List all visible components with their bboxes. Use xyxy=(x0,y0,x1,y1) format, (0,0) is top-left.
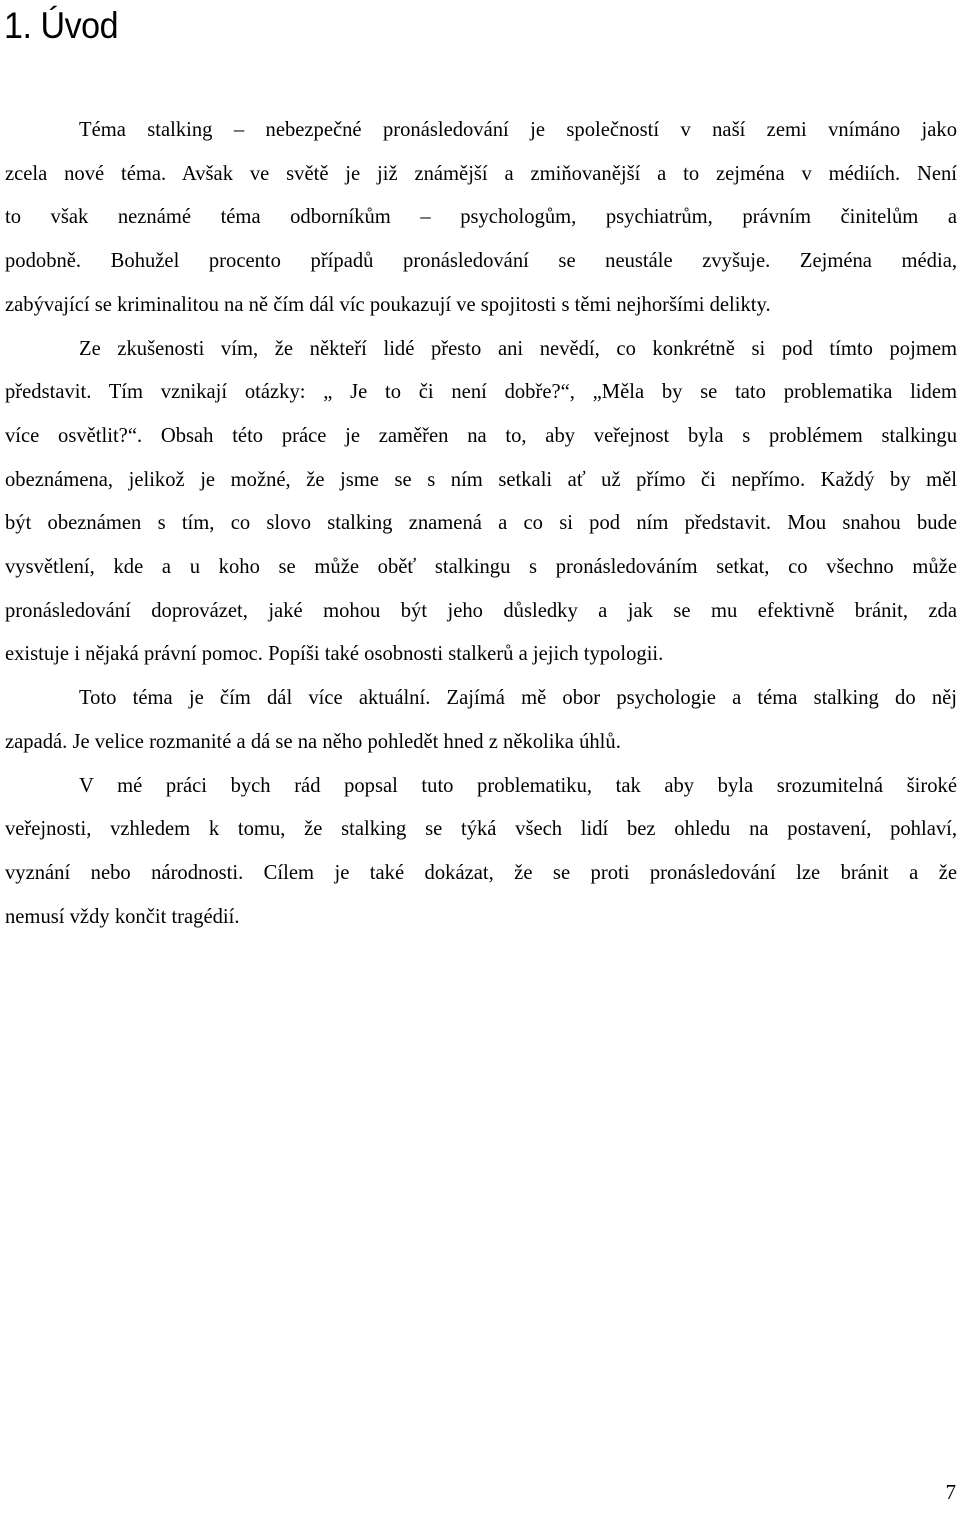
text-line: nemusí vždy končit tragédií. xyxy=(5,905,240,928)
text-line: V mé práci bych rád popsal tuto problematiku, tak aby byla srozumitelná široké xyxy=(79,774,957,797)
text-line: existuje i nějaká právní pomoc. Popíši také osobnosti stalkerů a jejich typologii. xyxy=(5,643,664,666)
text-line: Téma stalking – nebezpečné pronásledování je společností v naší zemi vnímáno jako xyxy=(79,119,957,141)
text-line: představit. Tím vznikají otázky: „ Je to či není dobře?“, „Měla by se tato problematika lidem xyxy=(5,381,957,404)
text-line: zapadá. Je velice rozmanité a dá se na něho pohledět hned z několika úhlů. xyxy=(5,730,621,753)
text-line: vyznání nebo národnosti. Cílem je také dokázat, že se proti pronásledování lze bránit a že xyxy=(5,861,957,884)
text-line: to však neznámé téma odborníkům – psychologům, psychiatrům, právním činitelům a xyxy=(5,206,957,229)
text-line: veřejnosti, vzhledem k tomu, že stalking se týká všech lidí bez ohledu na postavení, pohlaví, xyxy=(5,818,957,841)
text-line: vysvětlení, kde a u koho se může oběť stalkingu s pronásledováním setkat, co všechno může xyxy=(5,556,957,579)
text-line: Toto téma je čím dál více aktuální. Zajímá mě obor psychologie a téma stalking do něj xyxy=(79,687,957,710)
text-line: více osvětlit?“. Obsah této práce je zaměřen na to, aby veřejnost byla s problémem stalkingu xyxy=(5,424,957,447)
text-line: podobně. Bohužel procento případů pronásledování se neustále zvyšuje. Zejména média, xyxy=(5,250,957,273)
text-line: obeznámena, jelikož je možné, že jsme se s ním setkali ať už přímo či nepřímo. Každý by měl xyxy=(5,468,957,491)
text-line: zabývající se kriminalitou na ně čím dál víc poukazují ve spojitosti s těmi nejhoršími delikty. xyxy=(5,293,771,316)
body-text xyxy=(5,109,957,939)
text-line: být obeznámen s tím, co slovo stalking znamená a co si pod ním představit. Mou snahou bude xyxy=(5,512,957,535)
page-number: 7 xyxy=(945,1480,956,1504)
page-title: 1. Úvod xyxy=(4,5,119,46)
text-line: zcela nové téma. Avšak ve světě je již známější a zmiňovanější a to zejména v médiích. Není xyxy=(5,162,957,185)
text-line: Ze zkušenosti vím, že někteří lidé přesto ani nevědí, co konkrétně si pod tímto pojmem xyxy=(79,337,957,360)
text-line: pronásledování doprovázet, jaké mohou být jeho důsledky a jak se mu efektivně bránit, zda xyxy=(5,599,957,622)
